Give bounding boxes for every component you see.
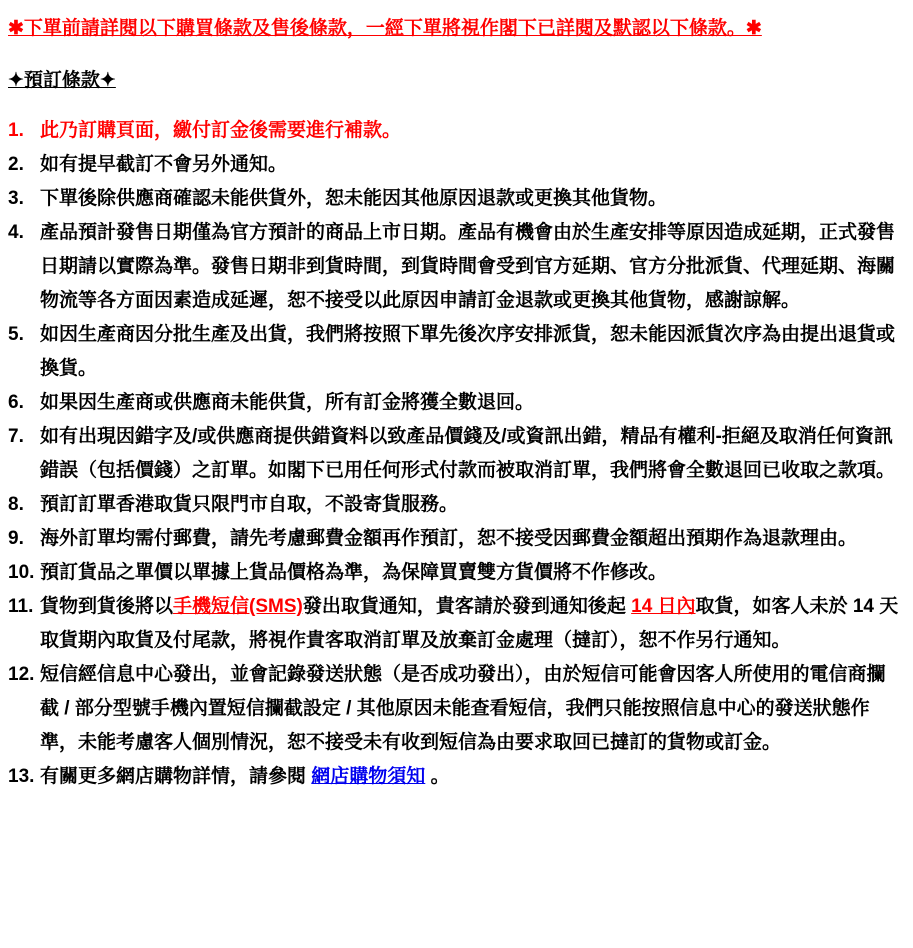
- term-text: 下單後除供應商確認未能供貨外，恕未能因其他原因退款或更換其他貨物。: [40, 188, 668, 209]
- term-text: 短信經信息中心發出，並會記錄發送狀態（是否成功發出），由於短信可能會因客人所使用的電信商攔截 / 部分型號手機內置短信攔截設定 / 其他原因未能查看短信，我們只能按照信息中心的發送狀態作準，未能考慮客人個別情況，恕不接受未有收到短信為由要求取回已撻訂的貨物或訂金。: [40, 664, 886, 753]
- term-number: 9.: [8, 528, 24, 549]
- term-item-7: [8, 420, 901, 488]
- term-number: 10.: [8, 562, 35, 583]
- term-text: 如因生產商因分批生產及出貨，我們將按照下單先後次序安排派貨，恕未能因派貨次序為由提出退貨或換貨。: [40, 324, 896, 379]
- highlighted-text: 手機短信(SMS): [173, 596, 303, 617]
- term-item-3: [8, 182, 901, 216]
- term-text: 貨物到貨後將以手機短信(SMS)發出取貨通知，貴客請於發到通知後起 14 日內取貨，如客人未於 14 天取貨期內取貨及付尾款，將視作貴客取消訂單及放棄訂金處理（撻訂），恕不作另行通知。: [40, 596, 899, 651]
- term-text: 有關更多網店購物詳情，請參閱 網店購物須知 。: [40, 766, 450, 787]
- term-item-8: [8, 488, 901, 522]
- term-item-1: [8, 114, 901, 148]
- term-text: 預訂貨品之單價以單據上貨品價格為準，為保障買賣雙方貨價將不作修改。: [40, 562, 668, 583]
- term-item-11: [8, 590, 901, 658]
- highlighted-text: 14 日內: [631, 596, 696, 617]
- term-item-2: [8, 148, 901, 182]
- term-number: 5.: [8, 324, 24, 345]
- terms-list: [8, 114, 901, 794]
- term-item-10: [8, 556, 901, 590]
- term-text: 預訂訂單香港取貨只限門市自取，不設寄貨服務。: [40, 494, 459, 515]
- shop-guide-link[interactable]: 網店購物須知: [311, 766, 426, 787]
- term-item-9: [8, 522, 901, 556]
- term-number: 2.: [8, 154, 24, 175]
- term-number: 13.: [8, 766, 35, 787]
- term-number: 4.: [8, 222, 24, 243]
- section-title: ✦預訂條款✦: [8, 70, 116, 91]
- term-item-12: [8, 658, 901, 760]
- term-text: 如有出現因錯字及/或供應商提供錯資料以致產品價錢及/或資訊出錯，精品有權利-拒絕及取消任何資訊錯誤（包括價錢）之訂單。如閣下已用任何形式付款而被取消訂單，我們將會全數退回已收取之款項。: [40, 426, 896, 481]
- term-number: 1.: [8, 120, 24, 141]
- term-number: 11.: [8, 596, 34, 617]
- term-number: 3.: [8, 188, 24, 209]
- term-item-4: [8, 216, 901, 318]
- term-text: 此乃訂購頁面，繳付訂金後需要進行補款。: [40, 120, 402, 141]
- term-text: 如果因生產商或供應商未能供貨，所有訂金將獲全數退回。: [40, 392, 535, 413]
- term-number: 7.: [8, 426, 24, 447]
- term-item-6: [8, 386, 901, 420]
- term-text: 海外訂單均需付郵費，請先考慮郵費金額再作預訂，恕不接受因郵費金額超出預期作為退款理由。: [40, 528, 858, 549]
- term-number: 8.: [8, 494, 24, 515]
- top-notice: ✱下單前請詳閱以下購買條款及售後條款，一經下單將視作閣下已詳閱及默認以下條款。✱: [8, 18, 762, 39]
- term-text: 如有提早截訂不會另外通知。: [40, 154, 288, 175]
- term-item-13: [8, 760, 901, 794]
- term-item-5: [8, 318, 901, 386]
- term-number: 6.: [8, 392, 24, 413]
- term-number: 12.: [8, 664, 35, 685]
- term-text: 產品預計發售日期僅為官方預計的商品上市日期。產品有機會由於生產安排等原因造成延期，正式發售日期請以實際為準。發售日期非到貨時間，到貨時間會受到官方延期、官方分批派貨、代理延期、海關物流等各方面因素造成延遲，恕不接受以此原因申請訂金退款或更換其他貨物，感謝諒解。: [40, 222, 896, 311]
